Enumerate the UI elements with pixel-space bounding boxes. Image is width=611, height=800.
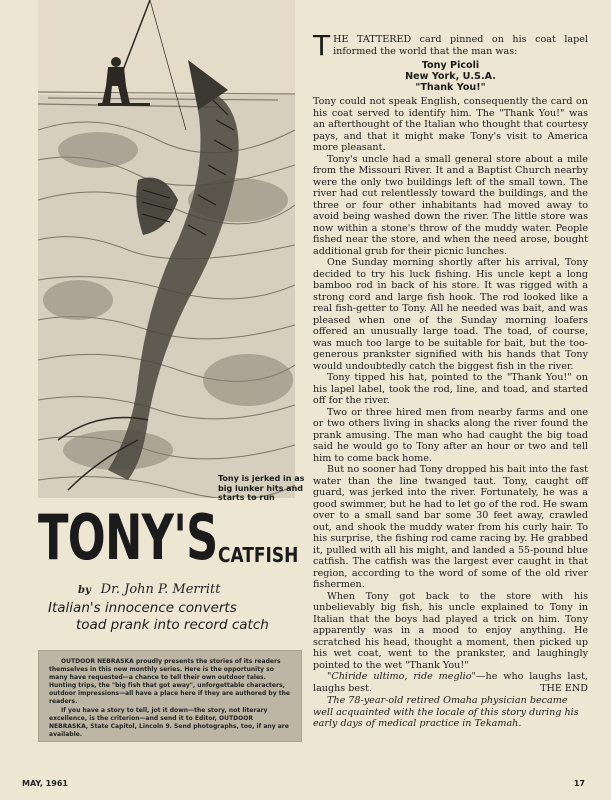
subtitle-line-2: toad prank into record catch <box>76 617 269 633</box>
illustration-caption: Tony is jerked in as big lunker hits and starts to run <box>218 474 305 503</box>
drop-cap: T <box>313 29 331 62</box>
footer-date: MAY, 1961 <box>22 779 68 788</box>
subtitle-line-1: Italian's innocence converts <box>48 600 237 616</box>
article-paragraph: Tony could not speak English, consequently the card on his coat served to identify him. The "Thank You!" was an afterthought of the Italian who thought that courtesy pays, and that it might make Tony's visit to America more pleasant. <box>313 96 588 153</box>
article-paragraph: Tony tipped his hat, pointed to the "Thank You!" on his lapel label, took the rod, line, and toad, and started off for the river. <box>313 372 588 406</box>
intro-text: HE TATTERED card pinned on his coat lapel informed the world that the man was: <box>333 34 588 57</box>
article-paragraph: One Sunday morning shortly after his arrival, Tony decided to try his luck fishing. His uncle kept a long bamboo rod in back of his store. It was rigged with a strong cord and large fish hook. The rod looked like a real fish-getter to Tony. All he needed was bait, and was pleased when one of the Sunday morning loafers offered an unusually large toad. The toad, of course, was much too large to be suitable for bait, but the too-generous prankster signified with his hands that Tony would undoubtedly catch the biggest fish in the river. <box>313 257 588 372</box>
lapel-card <box>313 60 588 93</box>
page-number: 17 <box>573 779 585 788</box>
article-paragraph: Tony's uncle had a small general store about a mile from the Missouri River. It and a Baptist Church nearby were the only two buildings left of the small town. The river had cut relentlessly toward the buildings, and the three or four other inhabitants had moved away to avoid being washed down the river. The little store was now within a stone's throw of the muddy water. People fished near the store, and when the need arose, bought additional grub for their picnic lunches. <box>313 153 588 257</box>
byline <box>78 582 220 597</box>
lapel-card-line: "Thank You!" <box>415 82 486 93</box>
author-note: The 78-year-old retired Omaha physician became well acquainted with the locale of this story during his early days of medical practice in Tekamah. <box>313 695 579 729</box>
article-paragraph: When Tony got back to the store with his unbelievably big fish, his uncle explained to Tony in Italian that the boys had played a trick on him. Tony apparently was in a mood to enjoy anything. He scratched his head, thought a moment, then picked up his wet coat, went to the prankster, and laughingly pointed to the wet "Thank You!" <box>313 590 588 671</box>
lapel-card-line: New York, U.S.A. <box>405 71 496 82</box>
title-main: TONY'S <box>38 501 218 574</box>
article-paragraph: But no sooner had Tony dropped his bait into the fast water than the line twanged taut. Tony, caught off guard, was jerked into the river. Fortunately, he was a good swimmer, but he had to let go of the rod. He swam over to a small sand bar some 30 feet away, crawled out, and shook the muddy water from his curly hair. To his surprise, the fishing rod came racing by. He grabbed it, pulled with all his might, and landed a 55-pound blue catfish. The catfish was the largest ever caught in that region, according to the word of some of the old river fishermen. <box>313 464 588 590</box>
article-paragraph: Two or three hired men from nearby farms and one or two others living in shacks along the river found the prank amusing. The man who had caught the big toad said he would go to Tony after an hour or two and tell him to come back home. <box>313 406 588 464</box>
article-title <box>38 501 303 575</box>
article-body <box>313 29 588 730</box>
notice-paragraph: If you have a story to tell, jot it down—the story, not literary excellence, is the criterion—and send it to Editor, OUTDOOR NEBRASKA, State Capitol, Lincoln 9. Send photographs, too, if any are available. <box>49 706 289 738</box>
notice-paragraph: OUTDOOR NEBRASKA proudly presents the stories of its readers themselves in this new monthly series. Here is the opportunity so many have requested—a chance to tell their own outdoor tales. Hunting trips, the "big fish that got away", unforgettable characters, outdoor impressions—all have a place here if they are authored by the readers. <box>49 658 291 706</box>
article-intro <box>313 29 588 62</box>
article-subtitle <box>48 600 310 634</box>
quote-translation: —he who laughs last, laughs best. <box>313 671 588 694</box>
catfish-illustration <box>38 0 295 498</box>
author-name: Dr. John P. Merritt <box>100 582 221 597</box>
italian-quote: "Chiride ultimo, ride meglio" <box>327 671 476 682</box>
byline-prefix: by <box>78 585 91 596</box>
lapel-card-line: Tony Picoli <box>421 60 480 71</box>
editor-notice-box <box>38 650 302 742</box>
the-end-marker: THE END <box>540 682 588 694</box>
title-sub: CATFISH <box>218 543 299 567</box>
article-quote-paragraph <box>313 671 588 694</box>
